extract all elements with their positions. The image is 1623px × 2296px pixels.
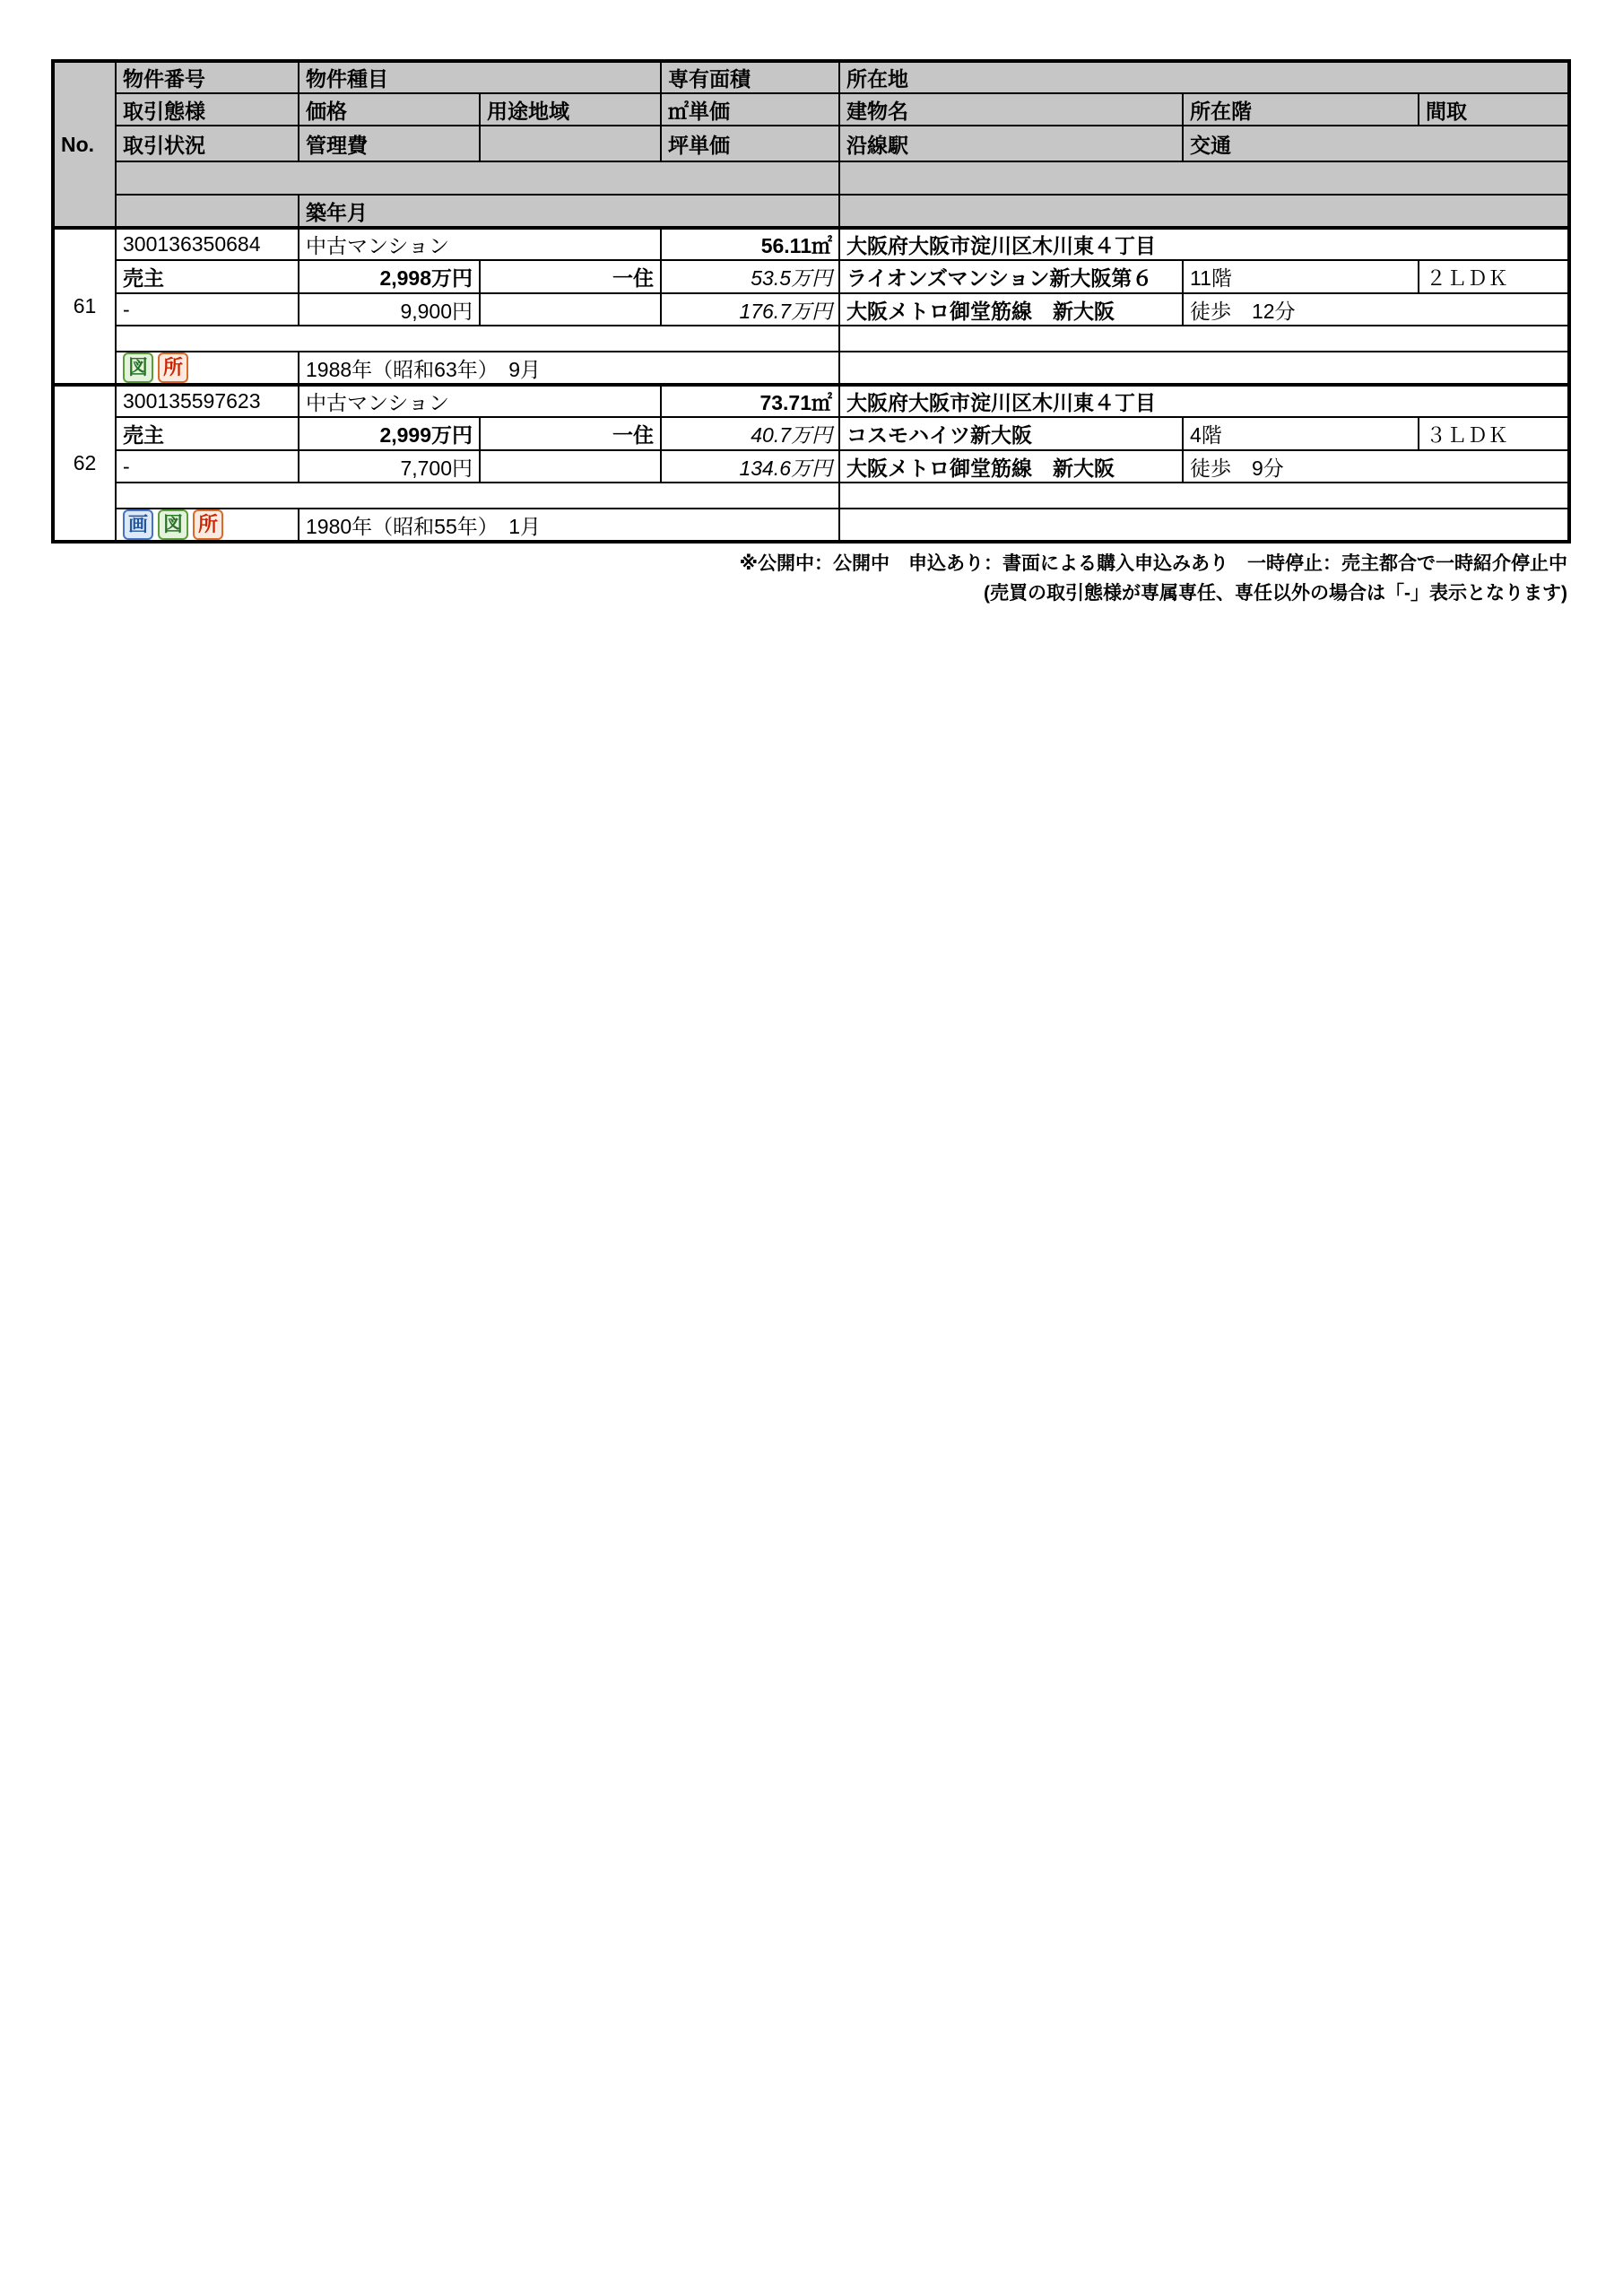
access-header: 交通 — [1183, 126, 1569, 161]
empty-header-cell — [839, 161, 1569, 195]
empty-cell — [839, 352, 1569, 385]
transaction-status-value: - — [116, 450, 299, 483]
empty-cell — [839, 483, 1569, 509]
floor-header: 所在階 — [1183, 93, 1419, 126]
empty-cell — [480, 450, 661, 483]
transaction-type-value: 売主 — [116, 417, 299, 450]
price-header: 価格 — [299, 93, 480, 126]
layout-header: 間取 — [1419, 93, 1569, 126]
empty-cell — [480, 293, 661, 326]
location-header: 所在地 — [839, 61, 1569, 93]
price-value: 2,998万円 — [299, 260, 480, 293]
built-date-value: 1988年（昭和63年） 9月 — [299, 352, 839, 385]
floorplan-icon[interactable]: 図 — [123, 352, 153, 383]
transaction-type-value: 売主 — [116, 260, 299, 293]
empty-cell — [839, 326, 1569, 352]
tsubo-unit-price-value: 176.7万円 — [661, 293, 839, 326]
location-map-icon[interactable]: 所 — [193, 509, 223, 540]
photo-icon[interactable]: 画 — [123, 509, 153, 540]
building-name-header: 建物名 — [839, 93, 1183, 126]
management-fee-value: 7,700円 — [299, 450, 480, 483]
management-fee-value: 9,900円 — [299, 293, 480, 326]
tsubo-unit-price-header: 坪単価 — [661, 126, 839, 161]
attachment-icons — [116, 509, 299, 542]
area-value: 56.11㎡ — [661, 228, 839, 260]
address-value: 大阪府大阪市淀川区木川東４丁目 — [839, 228, 1569, 260]
footnote — [51, 549, 1567, 608]
property-no-value: 300136350684 — [116, 228, 299, 260]
building-name-value: コスモハイツ新大阪 — [839, 417, 1183, 450]
line-station-value: 大阪メトロ御堂筋線 新大阪 — [839, 450, 1183, 483]
built-date-value: 1980年（昭和55年） 1月 — [299, 509, 839, 542]
footnote-line-2: (売買の取引態様が専属専任、専任以外の場合は「-」表示となります) — [984, 583, 1567, 604]
area-value: 73.71㎡ — [661, 385, 839, 417]
empty-cell — [116, 483, 839, 509]
row-no: 62 — [53, 385, 116, 542]
footnote-line-1: ※公開中：公開中 申込あり：書面による購入申込みあり 一時停止：売主都合で一時紹介停止中 — [739, 553, 1567, 574]
area-header: 専有面積 — [661, 61, 839, 93]
management-fee-header: 管理費 — [299, 126, 480, 161]
property-no-value: 300135597623 — [116, 385, 299, 417]
property-listing-table — [51, 59, 1571, 544]
sqm-unit-price-header: ㎡単価 — [661, 93, 839, 126]
zoning-header: 用途地域 — [480, 93, 661, 126]
transaction-status-header: 取引状況 — [116, 126, 299, 161]
sqm-unit-price-value: 40.7万円 — [661, 417, 839, 450]
layout-value: ３ＬＤＫ — [1419, 417, 1569, 450]
attachment-icons — [116, 352, 299, 385]
empty-header-cell — [116, 161, 839, 195]
tsubo-unit-price-value: 134.6万円 — [661, 450, 839, 483]
location-map-icon[interactable]: 所 — [158, 352, 188, 383]
property-no-header: 物件番号 — [116, 61, 299, 93]
property-type-value: 中古マンション — [299, 228, 661, 260]
empty-cell — [839, 509, 1569, 542]
empty-cell — [116, 326, 839, 352]
empty-header-cell — [480, 126, 661, 161]
access-value: 徒歩 9分 — [1183, 450, 1569, 483]
line-station-value: 大阪メトロ御堂筋線 新大阪 — [839, 293, 1183, 326]
empty-header-cell — [839, 195, 1569, 228]
zoning-value: 一住 — [480, 417, 661, 450]
floor-value: 4階 — [1183, 417, 1419, 450]
floorplan-icon[interactable]: 図 — [158, 509, 188, 540]
property-type-header: 物件種目 — [299, 61, 661, 93]
built-date-header: 築年月 — [299, 195, 839, 228]
property-type-value: 中古マンション — [299, 385, 661, 417]
transaction-status-value: - — [116, 293, 299, 326]
no-column-header: No. — [53, 61, 116, 228]
line-station-header: 沿線駅 — [839, 126, 1183, 161]
transaction-type-header: 取引態様 — [116, 93, 299, 126]
building-name-value: ライオンズマンション新大阪第６ — [839, 260, 1183, 293]
floor-value: 11階 — [1183, 260, 1419, 293]
price-value: 2,999万円 — [299, 417, 480, 450]
zoning-value: 一住 — [480, 260, 661, 293]
address-value: 大阪府大阪市淀川区木川東４丁目 — [839, 385, 1569, 417]
empty-header-cell — [116, 195, 299, 228]
row-no: 61 — [53, 228, 116, 385]
layout-value: ２ＬＤＫ — [1419, 260, 1569, 293]
access-value: 徒歩 12分 — [1183, 293, 1569, 326]
sqm-unit-price-value: 53.5万円 — [661, 260, 839, 293]
